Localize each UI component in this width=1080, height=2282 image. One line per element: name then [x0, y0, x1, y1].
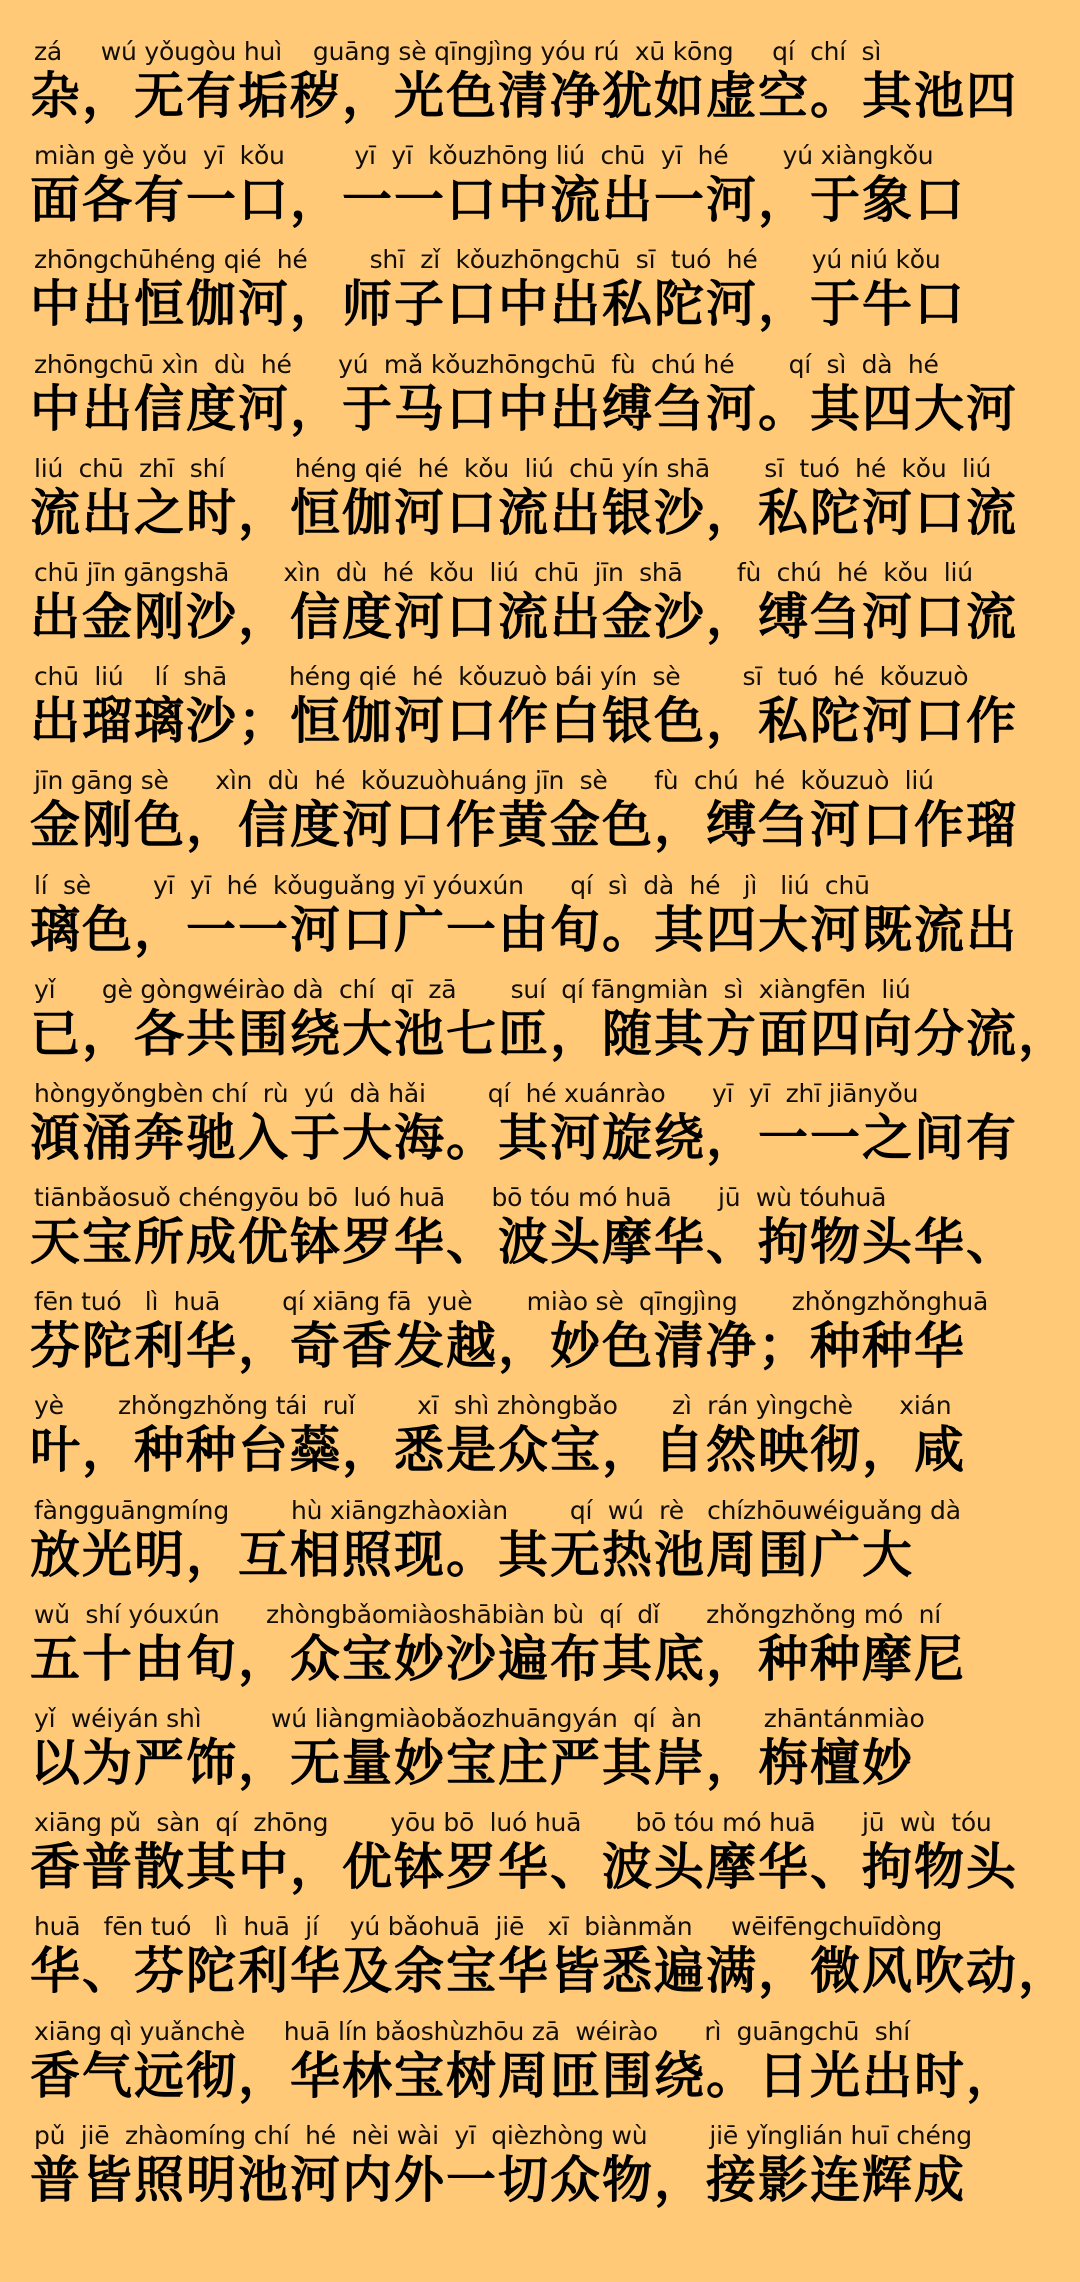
chinese-text: 杂，无有垢秽，光色清净犹如虚空。其池四 [30, 67, 1018, 125]
verse-line [0, 38, 1080, 142]
pinyin-annotation: yè zhǒngzhǒng tái ruǐ xī shì zhòngbǎo zì rán yìngchè xián [34, 1391, 952, 1421]
pinyin-annotation: jīn gāng sè xìn dù hé kǒuzuòhuáng jīn sè fù chú hé kǒuzuò liú [34, 766, 934, 796]
verse-line [0, 351, 1080, 455]
chinese-text: 中出恒伽河，师子口中出私陀河，于牛口 [30, 275, 966, 334]
chinese-text: 普皆照明池河内外一切众物，接影连辉成 [30, 2150, 966, 2209]
chinese-text: 璃色，一一河口广一由旬。其四大河既流出 [30, 900, 1018, 959]
pinyin-annotation: hòngyǒngbèn chí rù yú dà hǎi qí hé xuánrào yī yī zhī jiānyǒu [34, 1078, 919, 1108]
verse-line [0, 246, 1080, 350]
chinese-text: 已，各共围绕大池七匝，随其方面四向分流， [30, 1004, 1070, 1063]
verse-line [0, 2122, 1080, 2226]
verse-line [0, 2018, 1080, 2122]
verse-line [0, 559, 1080, 663]
verse-line [0, 1913, 1080, 2017]
pinyin-annotation: liú chū zhī shí héng qié hé kǒu liú chū yín shā sī tuó hé kǒu liú [34, 453, 992, 483]
pinyin-annotation: zhōngchū xìn dù hé yú mǎ kǒuzhōngchū fù chú hé qí sì dà hé [34, 349, 939, 379]
verse-line [0, 872, 1080, 976]
verse-line [0, 1184, 1080, 1288]
chinese-text: 放光明，互相照现。其无热池周围广大 [30, 1525, 914, 1584]
pinyin-annotation: xiāng pǔ sàn qí zhōng yōu bō luó huā bō tóu mó huā jū wù tóu [34, 1808, 992, 1838]
verse-line [0, 767, 1080, 871]
chinese-text: 澒涌奔驰入于大海。其河旋绕，一一之间有 [30, 1108, 1018, 1167]
pinyin-annotation: fàngguāngmíng hù xiāngzhàoxiàn qí wú rè chízhōuwéiguǎng dà [34, 1495, 961, 1525]
chinese-text: 叶，种种台蘂，悉是众宝，自然映彻，咸 [30, 1421, 966, 1480]
verse-line [0, 1809, 1080, 1913]
verse-line [0, 663, 1080, 767]
pinyin-annotation: chū liú lí shā héng qié hé kǒuzuò bái yín sè sī tuó hé kǒuzuò [34, 662, 969, 692]
pinyin-annotation: zá wú yǒugòu huì guāng sè qīngjìng yóu rú xū kōng qí chí sì [34, 37, 882, 66]
chinese-text: 面各有一口，一一口中流出一河，于象口 [30, 171, 966, 230]
pinyin-annotation: yǐ wéiyán shì wú liàngmiàobǎozhuāngyán qí àn zhāntánmiào [34, 1704, 925, 1733]
verse-line [0, 1497, 1080, 1601]
pinyin-annotation: fēn tuó lì huā qí xiāng fā yuè miào sè qīngjìng zhǒngzhǒnghuā [34, 1287, 989, 1317]
chinese-text: 中出信度河，于马口中出缚刍河。其四大河 [30, 379, 1018, 438]
chinese-text: 以为严饰，无量妙宝庄严其岸，栴檀妙 [30, 1734, 914, 1792]
pinyin-annotation: huā fēn tuó lì huā jí yú bǎohuā jiē xī biànmǎn wēifēngchuīdòng [34, 1912, 943, 1942]
chinese-text: 出瑠璃沙；恒伽河口作白银色，私陀河口作 [30, 692, 1018, 751]
verse-line [0, 1392, 1080, 1496]
pinyin-annotation: yǐ gè gòngwéirào dà chí qī zā suí qí fāngmiàn sì xiàngfēn liú [34, 974, 911, 1004]
pinyin-annotation: pǔ jiē zhàomíng chí hé nèi wài yī qièzhòng wù jiē yǐnglián huī chéng [34, 2120, 972, 2150]
verse-line [0, 976, 1080, 1080]
pinyin-annotation: xiāng qì yuǎnchè huā lín bǎoshùzhōu zā wéirào rì guāngchū shí [34, 2016, 910, 2046]
verse-line [0, 455, 1080, 559]
pinyin-annotation: tiānbǎosuǒ chéngyōu bō luó huā bō tóu mó huā jū wù tóuhuā [34, 1183, 887, 1213]
pinyin-annotation: chū jīn gāngshā xìn dù hé kǒu liú chū jīn shā fù chú hé kǒu liú [34, 557, 973, 587]
chinese-text: 流出之时，恒伽河口流出银沙，私陀河口流 [30, 483, 1018, 542]
chinese-text: 金刚色，信度河口作黄金色，缚刍河口作瑠 [30, 796, 1018, 855]
verse-line [0, 1288, 1080, 1392]
verse-line [0, 1705, 1080, 1809]
pinyin-annotation: wǔ shí yóuxún zhòngbǎomiàoshābiàn bù qí dǐ zhǒngzhǒng mó ní [34, 1599, 941, 1629]
verse-line [0, 142, 1080, 246]
verse-line [0, 1601, 1080, 1705]
pinyin-annotation: zhōngchūhéng qié hé shī zǐ kǒuzhōngchū sī tuó hé yú niú kǒu [34, 245, 941, 275]
pinyin-annotation: lí sè yī yī hé kǒuguǎng yī yóuxún qí sì dà hé jì liú chū [34, 870, 870, 900]
chinese-text: 香普散其中，优钵罗华、波头摩华、拘物头 [30, 1838, 1018, 1897]
chinese-text: 华、芬陀利华及余宝华皆悉遍满，微风吹动， [30, 1942, 1070, 2001]
verse-line [0, 1080, 1080, 1184]
chinese-text: 五十由旬，众宝妙沙遍布其底，种种摩尼 [30, 1629, 966, 1688]
pinyin-annotation: miàn gè yǒu yī kǒu yī yī kǒuzhōng liú chū yī hé yú xiàngkǒu [34, 141, 934, 171]
chinese-text: 出金刚沙，信度河口流出金沙，缚刍河口流 [30, 587, 1018, 646]
chinese-text: 香气远彻，华林宝树周匝围绕。日光出时， [30, 2046, 1018, 2105]
chinese-text: 天宝所成优钵罗华、波头摩华、拘物头华、 [30, 1213, 1018, 1272]
chinese-text: 芬陀利华，奇香发越，妙色清净；种种华 [30, 1317, 966, 1376]
